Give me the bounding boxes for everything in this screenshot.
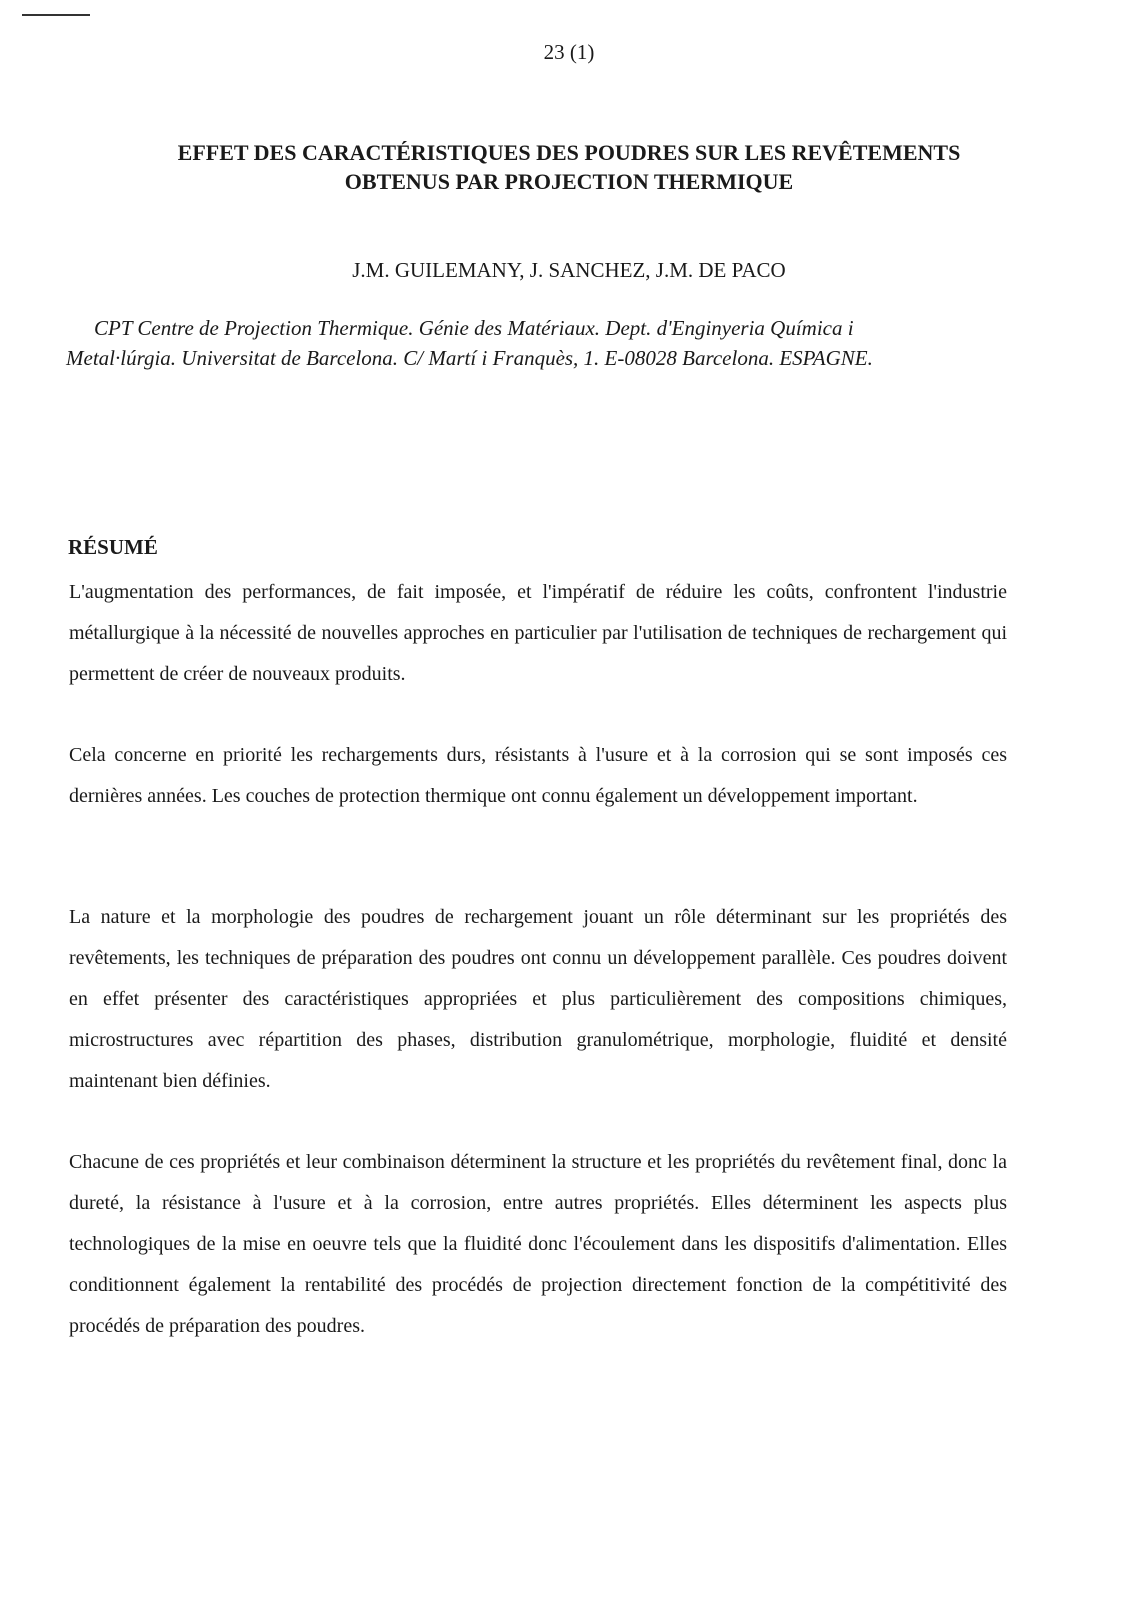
- abstract-paragraph-2: Cela concerne en priorité les rechargements durs, résistants à l'usure et à la corrosion qui se sont imposés ces dernières années. Les couches de protection thermique ont connu également un développement important.: [69, 744, 1007, 807]
- paper-title-line-1: EFFET DES CARACTÉRISTIQUES DES POUDRES SUR LES REVÊTEMENTS: [177, 140, 961, 165]
- paper-title: [60, 138, 1078, 196]
- paper-title-line-2: OBTENUS PAR PROJECTION THERMIQUE: [344, 169, 794, 194]
- abstract-paragraph-1: L'augmentation des performances, de fait imposée, et l'impératif de réduire les coûts, confrontent l'industrie métallurgique à la nécessité de nouvelles approches en particulier par l'utilisation de techniques de rechargement qui permettent de créer de nouveaux produits.: [69, 581, 1007, 685]
- corner-scan-mark: [22, 14, 90, 16]
- affiliation-line-2: Metal·lúrgia. Universitat de Barcelona. C/ Martí i Franquès, 1. E-08028 Barcelona. ESPAGNE.: [66, 346, 873, 370]
- author-affiliation: [66, 313, 1052, 373]
- abstract-heading: RÉSUMÉ: [68, 535, 158, 559]
- author-list: J.M. GUILEMANY, J. SANCHEZ, J.M. DE PACO: [352, 258, 786, 282]
- abstract-paragraph-4: Chacune de ces propriétés et leur combinaison déterminent la structure et les propriétés du revêtement final, donc la dureté, la résistance à l'usure et à la corrosion, entre autres propriétés. Elles déterminent les aspects plus technologiques de la mise en oeuvre tels que la fluidité donc l'écoulement dans les dispositifs d'alimentation. Elles conditionnent également la rentabilité des procédés de projection directement fonction de la compétitivité des procédés de préparation des poudres.: [69, 1151, 1007, 1337]
- page-number: 23 (1): [543, 40, 595, 64]
- abstract-paragraph-3: La nature et la morphologie des poudres de rechargement jouant un rôle déterminant sur les propriétés des revêtements, les techniques de préparation des poudres ont connu un développement parallèle. Ces poudres doivent en effet présenter des caractéristiques appropriées et plus particulièrement des compositions chimiques, microstructures avec répartition des phases, distribution granulométrique, morphologie, fluidité et densité maintenant bien définies.: [69, 906, 1007, 1092]
- affiliation-line-1: CPT Centre de Projection Thermique. Génie des Matériaux. Dept. d'Enginyeria Química i: [94, 316, 854, 340]
